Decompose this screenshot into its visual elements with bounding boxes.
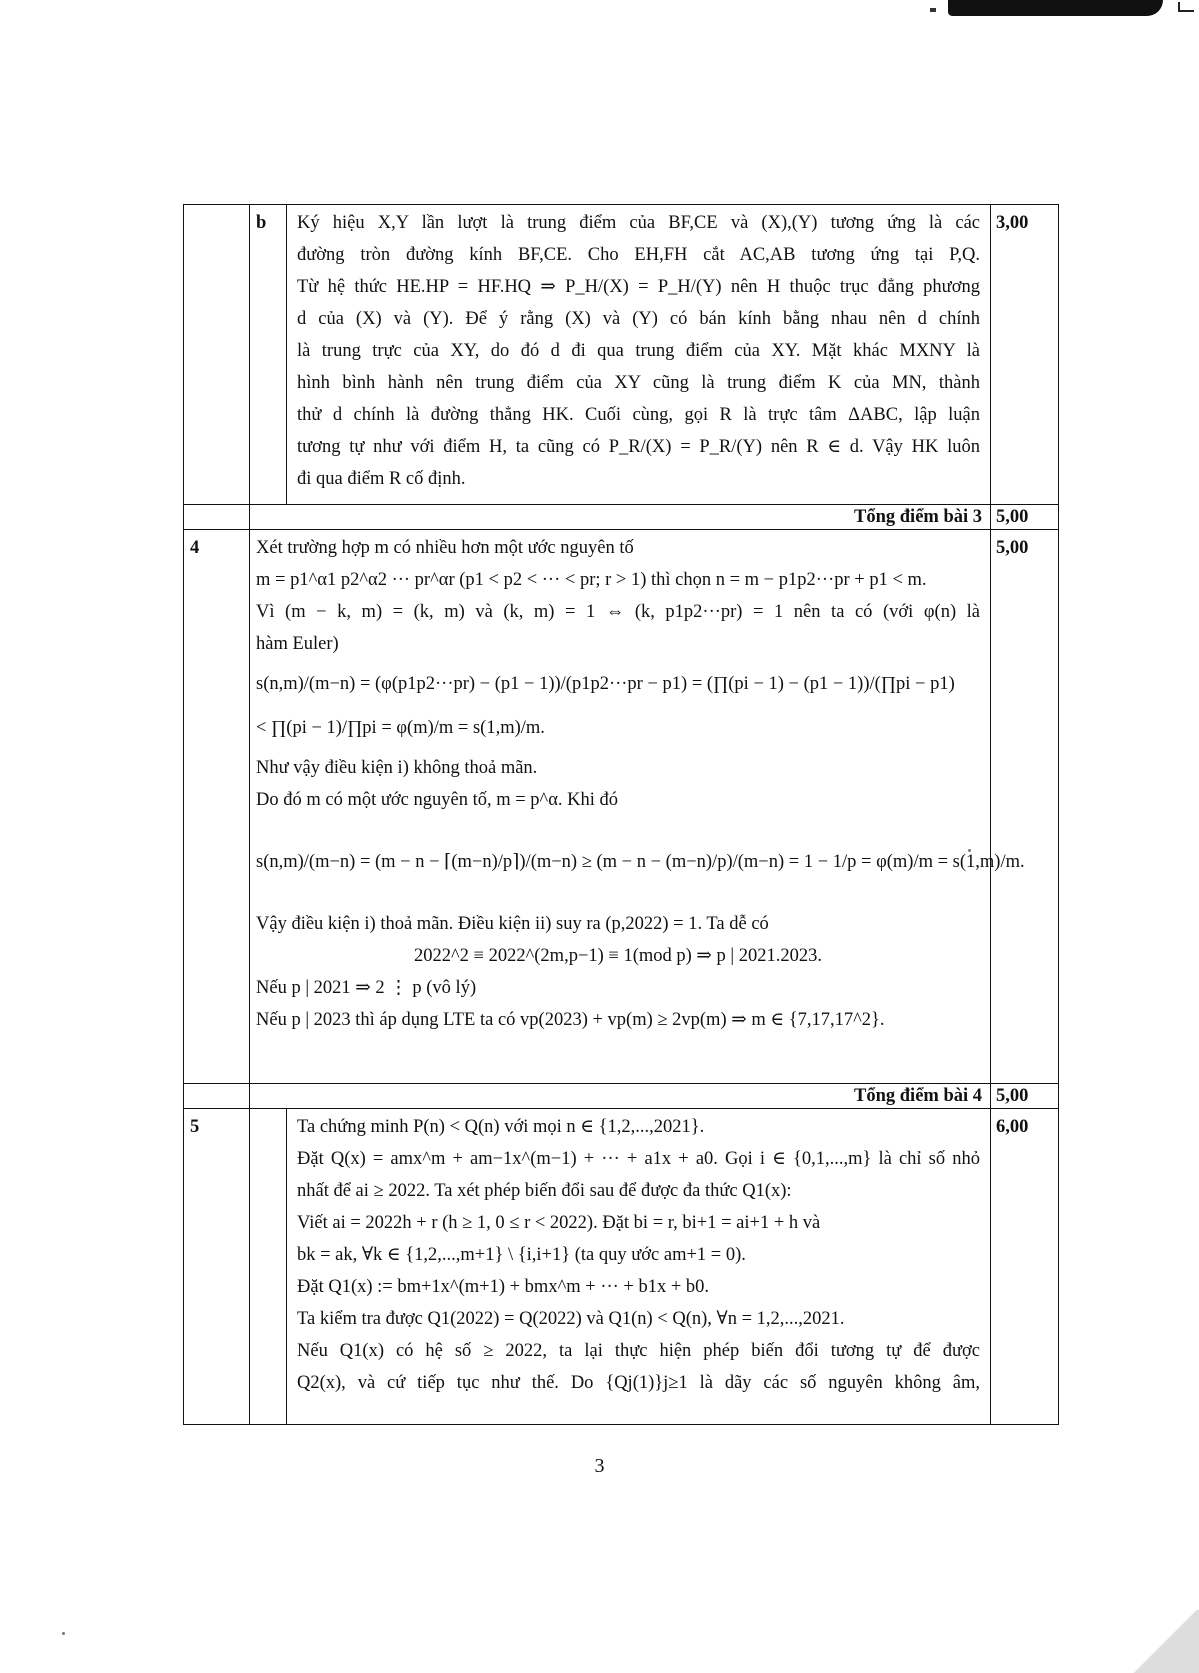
total-label: Tổng điểm bài 4 xyxy=(250,1084,991,1109)
problem-label: 4 xyxy=(184,530,250,1084)
text-line: là trung trực của XY, do đó d đi qua trung điểm của XY. Mặt khác MXNY là xyxy=(297,341,980,361)
text-line: Nếu p | 2021 ⇒ 2 ⋮ p (vô lý) xyxy=(256,978,477,998)
scan-artifact-tick xyxy=(930,8,936,12)
text-line: Đặt Q1(x) := bm+1x^(m+1) + bmx^m + ··· + b1x + b0. xyxy=(297,1277,710,1297)
problem-cell xyxy=(184,505,250,530)
table-row xyxy=(184,1109,1059,1425)
scan-speck xyxy=(62,1632,65,1635)
text-line: Q2(x), và cứ tiếp tục như thế. Do {Qj(1)}j≥1 là dãy các số nguyên không âm, xyxy=(297,1373,980,1393)
total-points: 5,00 xyxy=(991,505,1059,530)
table-row xyxy=(184,205,1059,505)
text-line: Vì (m − k, m) = (k, m) và (k, m) = 1 ⇔ (k, p1p2···pr) = 1 nên ta có (với φ(n) là xyxy=(256,602,980,622)
part-label: b xyxy=(250,205,287,505)
text-line: nhất để ai ≥ 2022. Ta xét phép biến đổi sau để được đa thức Q1(x): xyxy=(297,1181,792,1201)
text-line: hàm Euler) xyxy=(256,634,339,654)
scan-artifact-mark xyxy=(1178,2,1194,12)
text-line: Do đó m có một ước nguyên tố, m = p^α. Khi đó xyxy=(256,790,619,810)
equation-line: < ∏(pi − 1)/∏pi = φ(m)/m = s(1,m)/m. xyxy=(256,718,545,738)
page-corner-shadow xyxy=(1130,1610,1199,1673)
total-points: 5,00 xyxy=(991,1084,1059,1109)
text-line: bk = ak, ∀k ∈ {1,2,...,m+1} \ {i,i+1} (ta quy ước am+1 = 0). xyxy=(297,1245,746,1265)
total-label: Tổng điểm bài 3 xyxy=(250,505,991,530)
equation-line: 2022^2 ≡ 2022^(2m,p−1) ≡ 1(mod p) ⇒ p | 2021.2023. xyxy=(413,946,823,966)
points-cell: 6,00 xyxy=(991,1109,1059,1425)
text-line: Như vậy điều kiện i) không thoả mãn. xyxy=(256,758,538,778)
text-line: Viết ai = 2022h + r (h ≥ 1, 0 ≤ r < 2022). Đặt bi = r, bi+1 = ai+1 + h và xyxy=(297,1213,821,1233)
equation-line: s(n,m)/(m−n) = (φ(p1p2···pr) − (p1 − 1))/(p1p2···pr − p1) = (∏(pi − 1) − (p1 − 1))/(∏pi − p1) xyxy=(256,674,955,694)
points-cell: 5,00 xyxy=(991,530,1059,1084)
equation-line: s(n,m)/(m−n) = (m − n − ⌈(m−n)/p⌉)/(m−n) ≥ (m − n − (m−n)/p)/(m−n) = 1 − 1/p = φ(m)/m = s(1,m)/m. xyxy=(256,852,1025,872)
text-line: Ta kiểm tra được Q1(2022) = Q(2022) và Q1(n) < Q(n), ∀n = 1,2,...,2021. xyxy=(297,1309,845,1329)
problem-label: 5 xyxy=(184,1109,250,1425)
page-number: 3 xyxy=(594,1455,605,1477)
text-line: Vậy điều kiện i) thoả mãn. Điều kiện ii) suy ra (p,2022) = 1. Ta dễ có xyxy=(256,914,769,934)
text-line: Xét trường hợp m có nhiều hơn một ước nguyên tố xyxy=(256,538,634,558)
problem-cell xyxy=(184,205,250,505)
text-line: Nếu p | 2023 thì áp dụng LTE ta có vp(2023) + vp(m) ≥ 2vp(m) ⇒ m ∈ {7,17,17^2}. xyxy=(256,1010,885,1030)
scan-artifact-bar xyxy=(948,0,1163,16)
total-row xyxy=(184,505,1059,530)
text-line: thử d chính là đường thẳng HK. Cuối cùng, gọi R là trực tâm ΔABC, lập luận xyxy=(297,405,980,425)
text-line: Từ hệ thức HE.HP = HF.HQ ⇒ P_H/(X) = P_H/(Y) nên H thuộc trục đẳng phương xyxy=(297,277,980,297)
text-line: Đặt Q(x) = amx^m + am−1x^(m−1) + ··· + a1x + a0. Gọi i ∈ {0,1,...,m} là chỉ số nhỏ xyxy=(297,1149,980,1169)
text-line: d của (X) và (Y). Để ý rằng (X) và (Y) có bán kính bằng nhau nên d chính xyxy=(297,309,980,329)
text-line: Nếu Q1(x) có hệ số ≥ 2022, ta lại thực hiện phép biến đổi tương tự để được xyxy=(297,1341,980,1361)
solution-text xyxy=(287,205,991,505)
points-cell: 3,00 xyxy=(991,205,1059,505)
problem-cell xyxy=(184,1084,250,1109)
text-line: đi qua điểm R cố định. xyxy=(297,469,466,489)
text-line: Ta chứng minh P(n) < Q(n) với mọi n ∈ {1,2,...,2021}. xyxy=(297,1117,705,1137)
text-line: đường tròn đường kính BF,CE. Cho EH,FH cắt AC,AB tương ứng tại P,Q. xyxy=(297,245,980,265)
text-line: hình bình hành nên trung điểm của XY cũng là trung điểm K của MN, thành xyxy=(297,373,980,393)
total-row xyxy=(184,1084,1059,1109)
table-row xyxy=(184,530,1059,1084)
answer-table xyxy=(183,204,1059,1425)
text-line: tương tự như với điểm H, ta cũng có P_R/(X) = P_R/(Y) nên R ∈ d. Vậy HK luôn xyxy=(297,437,980,457)
text-line: m = p1^α1 p2^α2 ··· pr^αr (p1 < p2 < ··· < pr; r > 1) thì chọn n = m − p1p2···pr + p1 < m. xyxy=(256,570,927,590)
part-cell xyxy=(250,1109,287,1425)
text-line: Ký hiệu X,Y lần lượt là trung điểm của BF,CE và (X),(Y) tương ứng là các xyxy=(297,213,980,233)
solution-text xyxy=(287,1109,991,1425)
